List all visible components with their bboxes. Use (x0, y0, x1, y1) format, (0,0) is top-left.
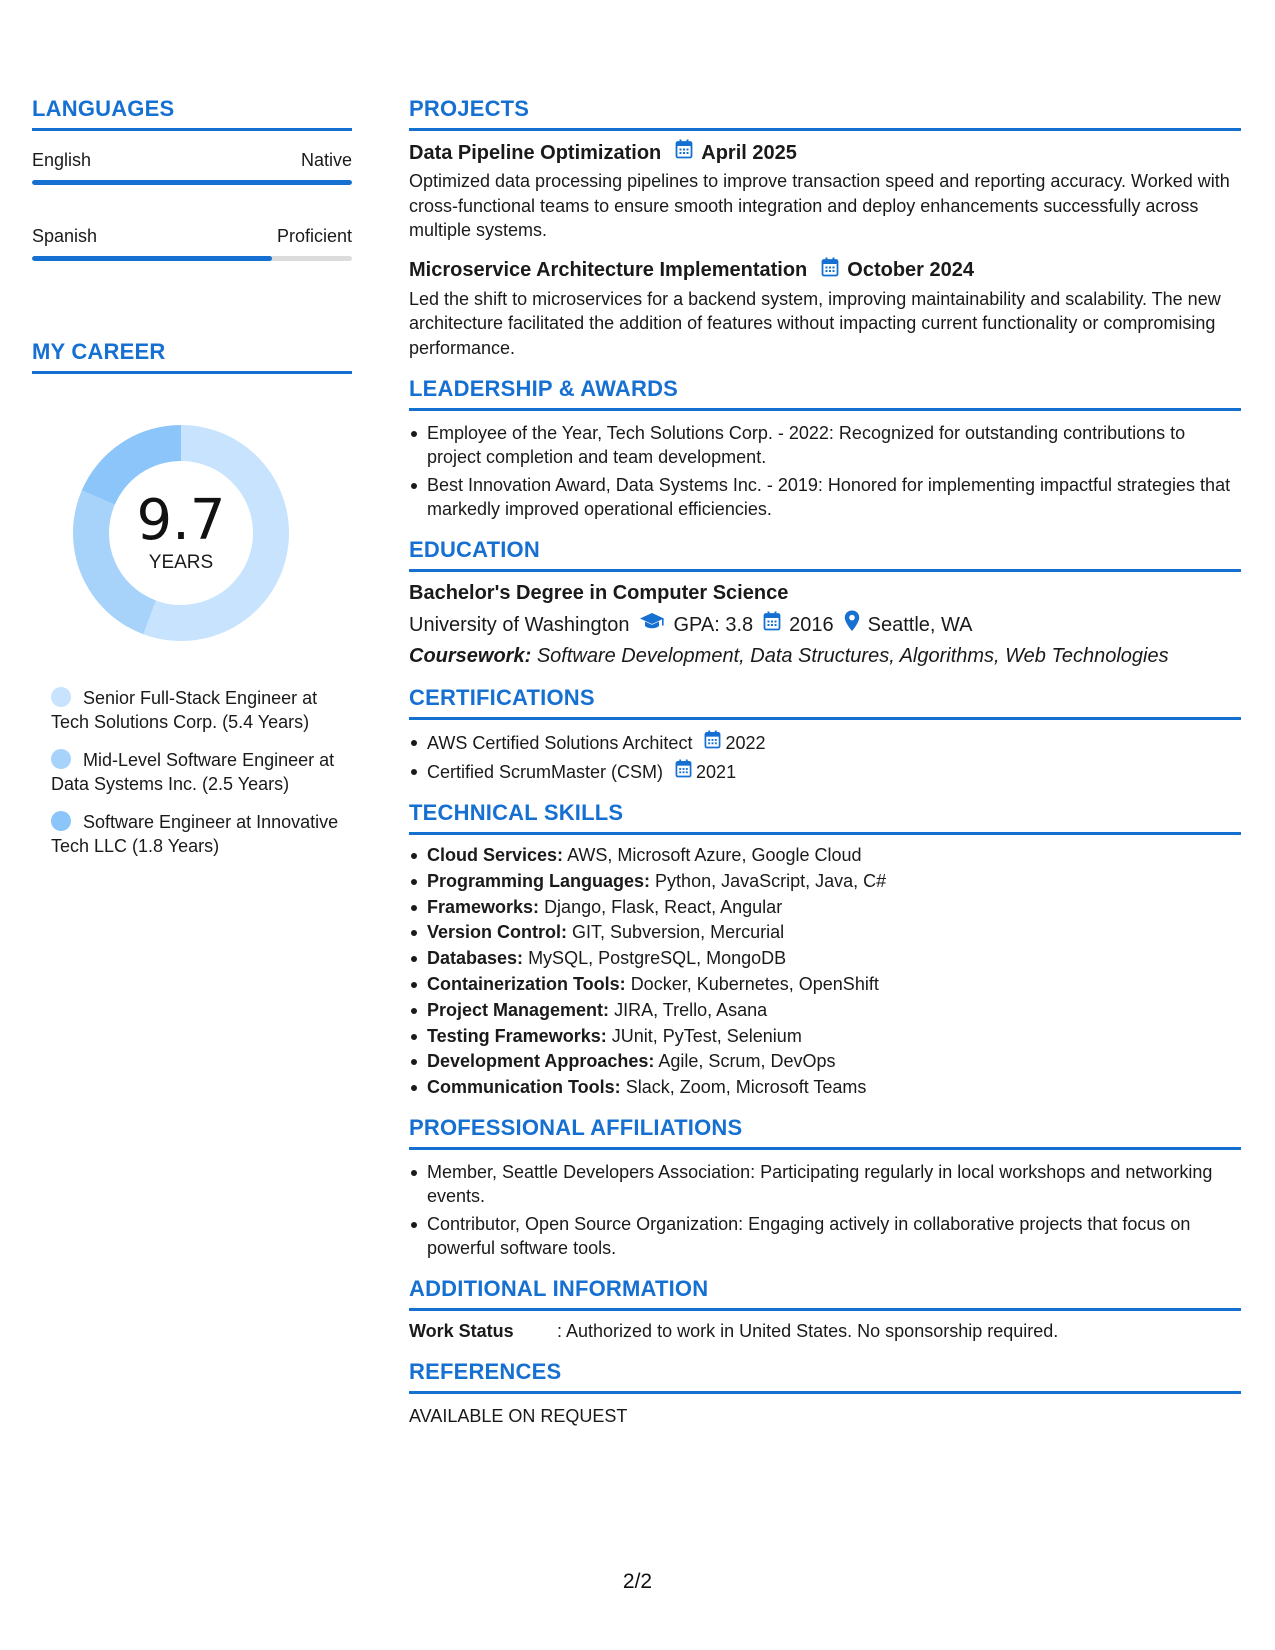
leadership-title: LEADERSHIP & AWARDS (409, 376, 1241, 411)
skill-item (409, 972, 1241, 996)
project-date: October 2024 (847, 259, 975, 281)
certification-name: AWS Certified Solutions Architect (427, 732, 693, 753)
skill-label: Programming Languages: (427, 870, 651, 891)
skill-item (409, 1024, 1241, 1048)
project-description: Led the shift to microservices for a backend system, improving maintainability and scalability. The new architecture facilitated the addition of features without impacting current functionality or compromising performance. (409, 288, 1221, 358)
education-title: EDUCATION (409, 537, 1241, 572)
skills-title: TECHNICAL SKILLS (409, 800, 1241, 835)
references-text: AVAILABLE ON REQUEST (409, 1406, 628, 1427)
project-date: April 2025 (701, 141, 797, 164)
career-total-years: 9.7 (136, 488, 226, 553)
language-bar-fill (32, 256, 272, 261)
career-role: Mid-Level Software Engineer at Data Systems Inc. (2.5 Years) (51, 750, 335, 794)
work-status-label: Work Status (409, 1321, 514, 1342)
skill-label: Development Approaches: (427, 1051, 655, 1072)
certification-item (409, 730, 1241, 755)
languages-title: LANGUAGES (32, 96, 352, 131)
project-item (409, 139, 1241, 243)
affiliations-section (409, 1115, 1241, 1260)
leadership-section (409, 376, 1241, 521)
career-title: MY CAREER (32, 339, 352, 374)
language-bar-fill (32, 180, 352, 185)
skill-value: GIT, Subversion, Mercurial (572, 922, 785, 943)
skill-item (409, 895, 1241, 919)
skill-label: Frameworks: (427, 896, 540, 917)
sidebar (32, 96, 352, 872)
list-item: Employee of the Year, Tech Solutions Corp. - 2022: Recognized for outstanding contributions to project completion and team development. (409, 421, 1241, 469)
affiliations-title: PROFESSIONAL AFFILIATIONS (409, 1115, 1241, 1150)
skill-value: Agile, Scrum, DevOps (658, 1051, 836, 1072)
career-legend-item (51, 686, 341, 734)
certification-name: Certified ScrumMaster (CSM) (427, 761, 664, 782)
projects-title: PROJECTS (409, 96, 1241, 131)
main-column (409, 96, 1241, 1428)
language-item (32, 225, 352, 261)
skill-label: Version Control: (427, 922, 568, 943)
skill-value: Django, Flask, React, Angular (544, 896, 783, 917)
career-years-unit: YEARS (148, 552, 214, 573)
project-name: Data Pipeline Optimization (409, 141, 662, 164)
calendar-icon (704, 730, 721, 755)
map-pin-icon (844, 610, 860, 639)
skill-value: AWS, Microsoft Azure, Google Cloud (567, 845, 862, 865)
language-name: Spanish (32, 226, 98, 246)
education-degree: Bachelor's Degree in Computer Science (409, 582, 789, 604)
skill-value: Python, JavaScript, Java, C# (655, 870, 887, 891)
additional-section (409, 1276, 1241, 1343)
language-item (32, 149, 352, 185)
references-section (409, 1359, 1241, 1428)
skill-value: MySQL, PostgreSQL, MongoDB (528, 948, 787, 969)
certifications-section (409, 685, 1241, 784)
skill-value: JIRA, Trello, Asana (614, 999, 768, 1020)
skill-item (409, 869, 1241, 893)
project-name: Microservice Architecture Implementation (409, 259, 808, 281)
skill-label: Testing Frameworks: (427, 1025, 607, 1046)
education-gpa: GPA: 3.8 (673, 613, 754, 636)
language-bar (32, 256, 352, 261)
education-section (409, 537, 1241, 669)
career-role: Software Engineer at Innovative Tech LLC (1.8 Years) (51, 812, 339, 856)
calendar-icon (675, 139, 693, 166)
skill-item (409, 920, 1241, 944)
graduation-cap-icon (639, 611, 665, 638)
education-location: Seattle, WA (867, 613, 973, 636)
coursework-label: Coursework: (409, 645, 532, 667)
skill-item (409, 1075, 1241, 1099)
project-item (409, 257, 1241, 361)
skills-section (409, 800, 1241, 1099)
career-legend-item (51, 748, 341, 796)
education-school: University of Washington (409, 613, 630, 636)
career-role: Senior Full-Stack Engineer at Tech Solutions Corp. (5.4 Years) (51, 688, 318, 732)
certification-year: 2021 (696, 761, 737, 782)
legend-dot-icon (51, 811, 71, 831)
skill-value: JUnit, PyTest, Selenium (611, 1025, 802, 1046)
skill-value: Docker, Kubernetes, OpenShift (630, 973, 879, 994)
page-number: 2/2 (622, 1570, 653, 1593)
language-level: Proficient (276, 226, 352, 246)
legend-dot-icon (51, 749, 71, 769)
language-bar (32, 180, 352, 185)
education-year: 2016 (789, 613, 834, 636)
career-legend (32, 686, 352, 858)
list-item: Member, Seattle Developers Association: Participating regularly in local workshops and networking events. (409, 1160, 1241, 1208)
language-name: English (32, 150, 92, 170)
references-title: REFERENCES (409, 1359, 1241, 1394)
certification-year: 2022 (725, 732, 766, 753)
language-level: Native (300, 150, 352, 170)
project-description: Optimized data processing pipelines to improve transaction speed and reporting accuracy. Worked with cross-functional teams to ensure smooth integration and deploy enhancements successfully across multiple systems. (409, 171, 1230, 240)
skill-item (409, 998, 1241, 1022)
career-donut-chart (66, 418, 296, 648)
skill-item (409, 1049, 1241, 1073)
calendar-icon (675, 759, 692, 784)
coursework-value: Software Development, Data Structures, Algorithms, Web Technologies (536, 645, 1169, 667)
skill-label: Communication Tools: (427, 1077, 621, 1098)
certifications-title: CERTIFICATIONS (409, 685, 1241, 720)
calendar-icon (821, 257, 839, 284)
skill-label: Cloud Services: (427, 845, 564, 865)
skill-value: Slack, Zoom, Microsoft Teams (625, 1077, 867, 1098)
skill-label: Containerization Tools: (427, 973, 626, 994)
career-legend-item (51, 810, 341, 858)
calendar-icon (763, 611, 781, 638)
education-coursework (409, 643, 1241, 669)
work-status-value: : Authorized to work in United States. No sponsorship required. (557, 1321, 1059, 1342)
additional-title: ADDITIONAL INFORMATION (409, 1276, 1241, 1311)
skill-item (409, 843, 1241, 867)
skill-label: Project Management: (427, 999, 610, 1020)
list-item: Best Innovation Award, Data Systems Inc. - 2019: Honored for implementing impactful strategies that markedly improved operational efficiencies. (409, 473, 1241, 521)
skill-item (409, 946, 1241, 970)
legend-dot-icon (51, 687, 71, 707)
skill-label: Databases: (427, 948, 524, 969)
certification-item (409, 759, 1241, 784)
list-item: Contributor, Open Source Organization: Engaging actively in collaborative projects that focus on powerful software tools. (409, 1212, 1241, 1260)
